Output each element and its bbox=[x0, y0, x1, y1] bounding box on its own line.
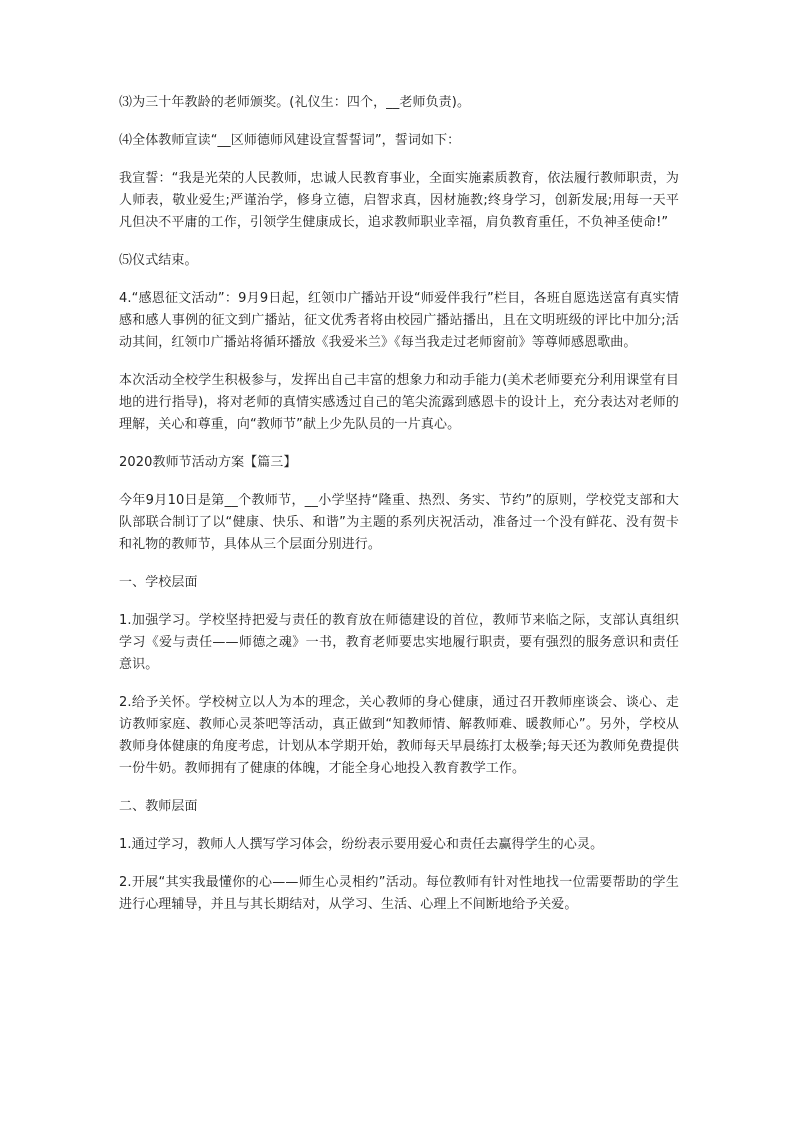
paragraph-heart-activity: 2.开展“其实我最懂你的心——师生心灵相约”活动。每位教师有针对性地找一位需要帮助的学生进行心理辅导，并且与其长期结对，从学习、生活、心理上不间断地给予关爱。 bbox=[119, 875, 679, 912]
section-heading-part-three: 2020教师节活动方案【篇三】 bbox=[119, 455, 297, 470]
paragraph-teachers-day-intro: 今年9月10日是第__个教师节，__小学坚持“隆重、热烈、务实、节约”的原则，学校党支部和大队部联合制订了以“健康、快乐、和谐”为主题的系列庆祝活动，准备过一个没有鲜花、没有贺卡和礼物的教师节，具体从三个层面分别进行。 bbox=[119, 493, 679, 552]
paragraph-essay-activity: 4.“感恩征文活动”：9月9日起，红领巾广播站开设“师爱伴我行”栏目，各班自愿选送富有真实情感和感人事例的征文到广播站，征文优秀者将由校园广播站播出，且在文明班级的评比中加分;活动其间，红领巾广播站将循环播放《我爱米兰》《每当我走过老师窗前》等尊师感恩歌曲。 bbox=[119, 291, 679, 350]
document-body bbox=[119, 92, 679, 932]
subheading-school-level: 一、学校层面 bbox=[119, 575, 198, 590]
paragraph-ceremony-end: ⑸仪式结束。 bbox=[119, 253, 198, 268]
paragraph-award-ceremony: ⑶为三十年教龄的老师颁奖。(礼仪生：四个，__老师负责)。 bbox=[119, 95, 471, 110]
paragraph-participation: 本次活动全校学生积极参与，发挥出自己丰富的想象力和动手能力(美术老师要充分利用课堂有目地的进行指导)，将对老师的真情实感透过自己的笔尖流露到感恩卡的设计上，充分表达对老师的理解，关心和尊重，向“教师节”献上少先队员的一片真心。 bbox=[119, 373, 679, 432]
subheading-teacher-level: 二、教师层面 bbox=[119, 799, 198, 814]
paragraph-oath-intro: ⑷全体教师宣读“__区师德师风建设宣誓誓词”，誓词如下： bbox=[119, 133, 461, 148]
paragraph-through-learning: 1.通过学习，教师人人撰写学习体会，纷纷表示要用爱心和责任去赢得学生的心灵。 bbox=[119, 837, 604, 852]
paragraph-oath-text: 我宣誓：“我是光荣的人民教师，忠诚人民教育事业，全面实施素质教育，依法履行教师职责，为人师表，敬业爱生;严谨治学，修身立德，启智求真，因材施教;终身学习，创新发展;用每一天平凡但决不平庸的工作，引领学生健康成长，追求教师职业幸福，肩负教育重任，不负神圣使命!” bbox=[119, 171, 679, 230]
paragraph-give-care: 2.给予关怀。学校树立以人为本的理念，关心教师的身心健康，通过召开教师座谈会、谈心、走访教师家庭、教师心灵茶吧等活动，真正做到“知教师情、解教师难、暖教师心”。另外，学校从教师身体健康的角度考虑，计划从本学期开始，教师每天早晨练打太极拳;每天还为教师免费提供一份牛奶。教师拥有了健康的体魄，才能全身心地投入教育教学工作。 bbox=[119, 695, 679, 776]
paragraph-strengthen-learning: 1.加强学习。学校坚持把爱与责任的教育放在师德建设的首位，教师节来临之际，支部认真组织学习《爱与责任——师德之魂》一书，教育老师要忠实地履行职责，要有强烈的服务意识和责任意识。 bbox=[119, 613, 679, 672]
